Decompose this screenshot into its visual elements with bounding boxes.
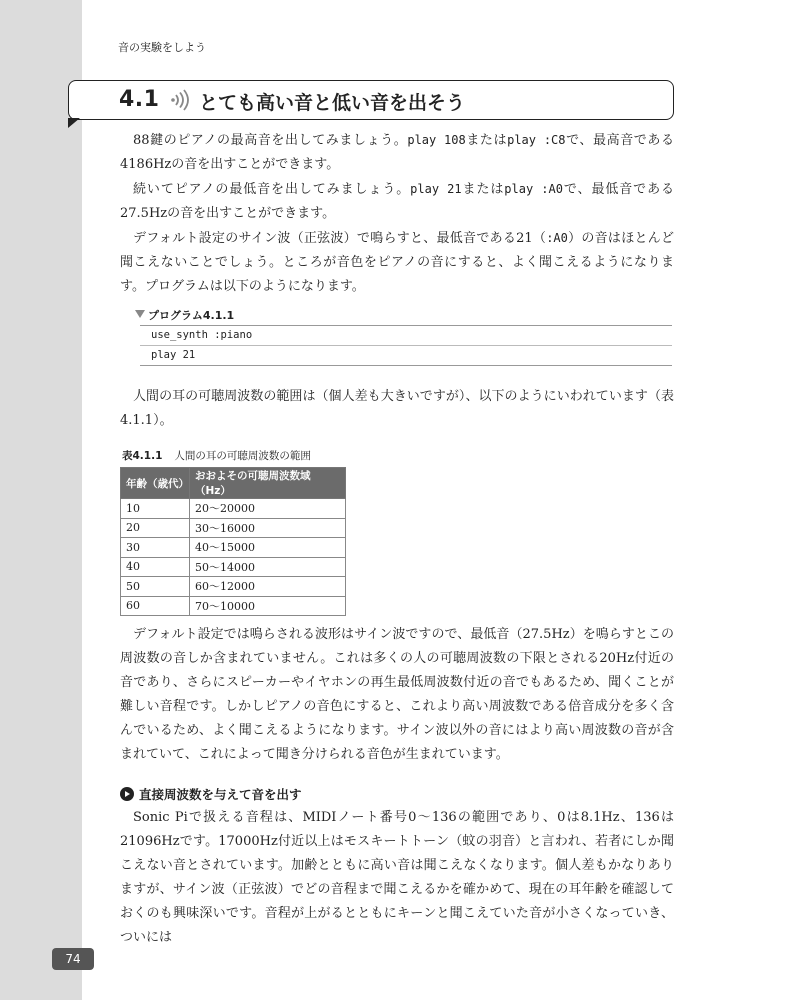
table-header-age: 年齢（歳代） <box>121 468 190 499</box>
page-side-strip <box>0 0 82 1000</box>
table-cell-frequency: 40〜15000 <box>190 538 346 558</box>
table-row <box>121 538 346 558</box>
section-title: とても高い音と低い音を出そう <box>199 92 466 114</box>
table-row <box>121 557 346 577</box>
code-block <box>140 325 672 366</box>
page-number: 74 <box>52 948 94 970</box>
code-line: use_synth :piano <box>151 329 253 341</box>
inline-code: play 108 <box>407 133 466 147</box>
table-cell-age: 60 <box>121 596 190 616</box>
table-caption-number: 表4.1.1 <box>122 450 163 462</box>
table-cell-frequency: 60〜12000 <box>190 577 346 597</box>
table-cell-frequency: 30〜16000 <box>190 518 346 538</box>
table-header-row <box>121 468 346 499</box>
table-row <box>121 518 346 538</box>
hearing-text <box>120 385 674 433</box>
subheading: 直接周波数を与えて音を出す <box>120 785 302 803</box>
table-cell-age: 50 <box>121 577 190 597</box>
sound-wave-icon <box>169 89 191 111</box>
table-cell-age: 20 <box>121 518 190 538</box>
hearing-paragraph: 人間の耳の可聴周波数の範囲は（個人差も大きいですが）、以下のようにいわれています（表4.1.1）。 <box>120 389 674 428</box>
program-label: プログラム4.1.1 <box>135 307 234 323</box>
section-heading-box <box>68 80 674 120</box>
table-row <box>121 596 346 616</box>
inline-code: :A0 <box>546 231 568 245</box>
table-row <box>121 499 346 519</box>
inline-code: play 21 <box>410 182 462 196</box>
table-caption-title: 人間の耳の可聴周波数の範囲 <box>174 450 311 462</box>
explanation-text <box>120 623 674 767</box>
table-cell-age: 10 <box>121 499 190 519</box>
table-cell-age: 40 <box>121 557 190 577</box>
inline-code: play :C8 <box>507 133 566 147</box>
play-circle-icon <box>120 787 134 801</box>
final-paragraph: Sonic Piで扱える音程は、MIDIノート番号0〜136の範囲であり、0は8.1Hz、136は21096Hzです。17000Hz付近以上はモスキートトーン（蚊の羽音）と言われ、若者にしか聞こえない音とされています。加齢とともに高い音は聞こえなくなります。個人差もかなりありますが、サイン波（正弦波）でどの音程まで聞こえるかを確かめて、現在の耳年齢を確認しておくのも興味深いです。音程が上がるとともにキーンと聞こえていた音が小さくなっていき、ついには <box>120 810 674 945</box>
table-caption <box>122 448 311 463</box>
intro-paragraph-3: デフォルト設定のサイン波（正弦波）で鳴らすと、最低音である21（:A0）の音はほとんど聞こえないことでしょう。ところが音色をピアノの音にすると、よく聞こえるようになります。プログラムは以下のようになります。 <box>120 231 674 294</box>
table-cell-frequency: 70〜10000 <box>190 596 346 616</box>
table-cell-frequency: 50〜14000 <box>190 557 346 577</box>
explanation-paragraph: デフォルト設定では鳴らされる波形はサイン波ですので、最低音（27.5Hz）を鳴らすとこの周波数の音しか含まれていません。これは多くの人の可聴周波数の下限とされる20Hz付近の音であり、さらにスピーカーやイヤホンの再生最低周波数付近の音でもあるため、聞くことが難しい音程です。しかしピアノの音色にすると、これより高い周波数である倍音成分を多く含んでいるため、よく聞こえるようになります。サイン波以外の音にはより高い周波数の音が含まれていて、これによって聞き分けられる音色が生まれています。 <box>120 627 674 762</box>
table-header-frequency: おおよその可聴周波数域（Hz） <box>190 468 346 499</box>
running-head: 音の実験をしよう <box>118 41 206 54</box>
section-number: 4.1 <box>119 87 160 112</box>
section-heading-tab <box>68 118 80 128</box>
intro-paragraph-1: 88鍵のピアノの最高音を出してみましょう。play 108またはplay :C8で、最高音である4186Hzの音を出すことができます。 <box>120 133 674 172</box>
inline-code: play :A0 <box>504 182 563 196</box>
intro-text <box>120 128 674 299</box>
final-text <box>120 806 674 950</box>
table-row <box>121 577 346 597</box>
code-line: play 21 <box>140 345 672 365</box>
table-cell-age: 30 <box>121 538 190 558</box>
triangle-down-icon <box>135 310 145 318</box>
hearing-range-table <box>120 467 346 616</box>
table-cell-frequency: 20〜20000 <box>190 499 346 519</box>
intro-paragraph-2: 続いてピアノの最低音を出してみましょう。play 21またはplay :A0で、最低音である27.5Hzの音を出すことができます。 <box>120 182 674 221</box>
